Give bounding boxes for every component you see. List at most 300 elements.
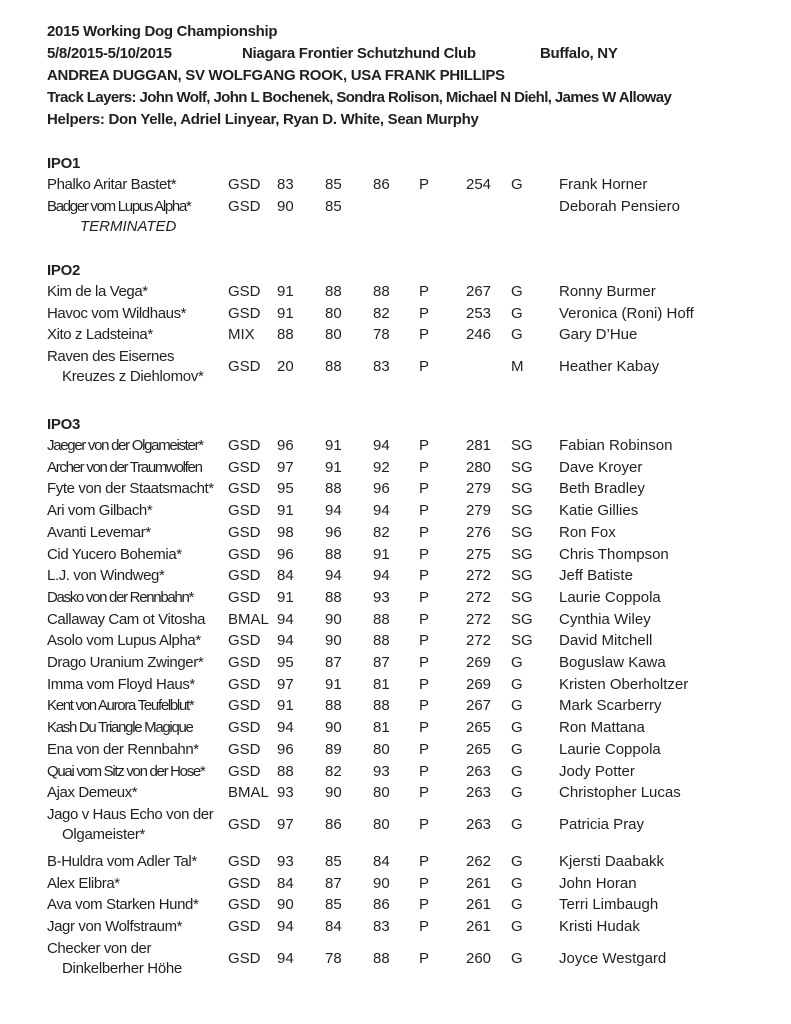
rating: G: [511, 326, 523, 344]
rating: G: [511, 654, 523, 671]
dog-name: Avanti Levemar*: [47, 523, 151, 541]
breed: GSD: [228, 480, 261, 498]
score-tracking: 88: [277, 762, 294, 780]
handler-name: Terri Limbaugh: [559, 896, 659, 914]
handler-name: Joyce Westgard: [559, 949, 667, 967]
pass-status: P: [419, 675, 430, 693]
rating: SG: [511, 523, 533, 541]
score-obedience: 88: [325, 588, 342, 606]
score-obedience: 88: [325, 545, 342, 563]
pass-status: P: [419, 697, 430, 715]
handler-name: David Mitchell: [559, 632, 653, 650]
pass-status: P: [419, 610, 430, 628]
breed: GSD: [228, 437, 261, 454]
score-obedience: 90: [325, 610, 342, 628]
score-tracking: 96: [277, 740, 294, 758]
handler-name: Ron Mattana: [559, 719, 645, 737]
score-obedience: 85: [325, 896, 342, 914]
rating: G: [511, 918, 523, 935]
score-protection: 80: [373, 740, 390, 758]
pass-status: P: [419, 567, 430, 585]
event-club: Niagara Frontier Schutzhund Club: [242, 45, 476, 62]
handler-name: Cynthia Wiley: [559, 610, 651, 628]
pass-status: P: [419, 918, 430, 935]
rating: SG: [511, 567, 533, 585]
handler-name: Katie Gillies: [559, 502, 639, 520]
breed: GSD: [228, 852, 261, 870]
dog-name: Asolo vom Lupus Alpha*: [47, 632, 201, 650]
score-protection: 90: [373, 874, 390, 892]
result-row: [0, 458, 791, 480]
total-score: 279: [466, 502, 492, 520]
total-score: 269: [466, 654, 492, 671]
handler-name: Christopher Lucas: [559, 784, 681, 802]
result-row: [0, 436, 791, 458]
score-obedience: 90: [325, 719, 342, 737]
handler-name: Mark Scarberry: [559, 697, 662, 715]
total-score: 272: [466, 588, 492, 606]
score-tracking: 83: [277, 176, 294, 193]
rating: G: [511, 304, 523, 322]
section-title-ipo3: IPO3: [47, 416, 80, 433]
dog-name: Badger vom Lupus Alpha*: [47, 197, 191, 215]
pass-status: P: [419, 304, 430, 322]
rating: G: [511, 896, 523, 914]
breed: GSD: [228, 176, 261, 193]
pass-status: P: [419, 437, 430, 454]
dog-name: Imma vom Floyd Haus*: [47, 675, 195, 693]
score-protection: 88: [373, 610, 390, 628]
pass-status: P: [419, 740, 430, 758]
total-score: 265: [466, 740, 492, 758]
total-score: 261: [466, 896, 492, 914]
dog-name: Ari vom Gilbach*: [47, 502, 153, 520]
breed: MIX: [228, 326, 255, 344]
result-row: [0, 282, 791, 304]
score-tracking: 96: [277, 545, 294, 563]
breed: BMAL: [228, 784, 269, 802]
rating: G: [511, 697, 523, 715]
total-score: 272: [466, 632, 492, 650]
score-tracking: 94: [277, 719, 294, 737]
result-row: [0, 588, 791, 610]
rating: SG: [511, 588, 533, 606]
score-protection: 88: [373, 949, 390, 967]
total-score: 263: [466, 815, 492, 833]
breed: GSD: [228, 815, 261, 833]
handler-name: Fabian Robinson: [559, 437, 673, 454]
track-layers-line: Track Layers: John Wolf, John L Bochenek, Sondra Rolison, Michael N Diehl, James W Alloway: [47, 89, 672, 106]
total-score: 280: [466, 458, 492, 476]
score-obedience: 78: [325, 949, 342, 967]
breed: GSD: [228, 896, 261, 914]
result-row: [0, 501, 791, 523]
score-protection: 96: [373, 480, 390, 498]
result-row: [0, 874, 791, 896]
handler-name: Jeff Batiste: [559, 567, 633, 585]
rating: SG: [511, 480, 533, 498]
score-protection: 92: [373, 458, 390, 476]
dog-name: Drago Uranium Zwinger*: [47, 654, 204, 671]
score-protection: 81: [373, 675, 390, 693]
handler-name: Dave Kroyer: [559, 458, 643, 476]
score-obedience: 90: [325, 784, 342, 802]
score-tracking: 94: [277, 949, 294, 967]
handler-name: Kristi Hudak: [559, 918, 640, 935]
dog-name: Fyte von der Staatsmacht*: [47, 480, 214, 498]
result-row: [0, 653, 791, 675]
dog-name-continued: Dinkelberher Höhe: [62, 959, 182, 977]
breed: GSD: [228, 632, 261, 650]
score-obedience: 88: [325, 283, 342, 300]
dog-name: Jago v Haus Echo von der: [47, 805, 214, 823]
handler-name: Beth Bradley: [559, 480, 645, 498]
breed: GSD: [228, 502, 261, 520]
rating: G: [511, 815, 523, 833]
breed: GSD: [228, 697, 261, 715]
total-score: 254: [466, 176, 492, 193]
dog-name-continued: Kreuzes z Diehlomov*: [62, 368, 204, 386]
event-info-line: [47, 44, 747, 64]
breed: BMAL: [228, 610, 269, 628]
score-tracking: 95: [277, 480, 294, 498]
score-protection: 81: [373, 719, 390, 737]
score-tracking: 90: [277, 197, 294, 215]
score-protection: 86: [373, 896, 390, 914]
breed: GSD: [228, 523, 261, 541]
handler-name: Gary D’Hue: [559, 326, 638, 344]
score-tracking: 94: [277, 632, 294, 650]
dog-name: Archer von der Traumwolfen: [47, 458, 202, 476]
score-obedience: 94: [325, 502, 342, 520]
score-tracking: 94: [277, 610, 294, 628]
pass-status: P: [419, 949, 430, 967]
handler-name: John Horan: [559, 874, 637, 892]
dog-name: Havoc vom Wildhaus*: [47, 304, 187, 322]
pass-status: P: [419, 852, 430, 870]
score-obedience: 88: [325, 480, 342, 498]
total-score: 267: [466, 697, 492, 715]
breed: GSD: [228, 358, 261, 376]
section-title-ipo1: IPO1: [47, 155, 80, 172]
score-tracking: 97: [277, 815, 294, 833]
breed: GSD: [228, 675, 261, 693]
rating: SG: [511, 632, 533, 650]
result-row: [0, 566, 791, 588]
dog-name: Xito z Ladsteina*: [47, 326, 153, 344]
result-row: [0, 917, 791, 939]
total-score: 246: [466, 326, 492, 344]
result-row: [0, 939, 791, 981]
result-row: [0, 895, 791, 917]
rating: SG: [511, 458, 533, 476]
handler-name: Heather Kabay: [559, 358, 660, 376]
dog-name: Jagr von Wolfstraum*: [47, 918, 183, 935]
dog-name: Kim de la Vega*: [47, 283, 148, 300]
breed: GSD: [228, 654, 261, 671]
result-row: [0, 805, 791, 847]
score-tracking: 84: [277, 874, 294, 892]
dog-name: Alex Elibra*: [47, 874, 120, 892]
breed: GSD: [228, 762, 261, 780]
score-obedience: 80: [325, 326, 342, 344]
total-score: 265: [466, 719, 492, 737]
rating: G: [511, 283, 523, 300]
pass-status: P: [419, 358, 430, 376]
pass-status: P: [419, 654, 430, 671]
score-protection: 83: [373, 918, 390, 935]
score-protection: 80: [373, 784, 390, 802]
total-score: 261: [466, 874, 492, 892]
breed: GSD: [228, 740, 261, 758]
score-obedience: 96: [325, 523, 342, 541]
pass-status: P: [419, 545, 430, 563]
result-row: [0, 545, 791, 567]
result-row: [0, 175, 791, 197]
dog-name: L.J. von Windweg*: [47, 567, 165, 585]
score-protection: 82: [373, 304, 390, 322]
pass-status: P: [419, 502, 430, 520]
result-row: [0, 783, 791, 805]
total-score: 261: [466, 918, 492, 935]
rating: SG: [511, 545, 533, 563]
rating: G: [511, 852, 523, 870]
score-tracking: 97: [277, 675, 294, 693]
handler-name: Boguslaw Kawa: [559, 654, 666, 671]
score-protection: 94: [373, 502, 390, 520]
pass-status: P: [419, 458, 430, 476]
score-obedience: 91: [325, 458, 342, 476]
score-protection: 93: [373, 762, 390, 780]
score-obedience: 90: [325, 632, 342, 650]
dog-name: Kent von Aurora Teufelblut*: [47, 697, 194, 715]
dog-name: Checker von der: [47, 939, 152, 957]
rating: G: [511, 762, 523, 780]
score-tracking: 91: [277, 697, 294, 715]
total-score: 260: [466, 949, 492, 967]
score-tracking: 84: [277, 567, 294, 585]
score-obedience: 88: [325, 358, 342, 376]
pass-status: P: [419, 762, 430, 780]
event-location: Buffalo, NY: [540, 45, 618, 62]
score-protection: 88: [373, 283, 390, 300]
dog-name: Quai vom Sitz von der Hose*: [47, 762, 205, 780]
breed: GSD: [228, 567, 261, 585]
breed: GSD: [228, 588, 261, 606]
score-obedience: 85: [325, 197, 342, 215]
score-protection: 94: [373, 567, 390, 585]
event-title: 2015 Working Dog Championship: [47, 23, 278, 40]
breed: GSD: [228, 949, 261, 967]
total-score: 263: [466, 762, 492, 780]
score-obedience: 87: [325, 654, 342, 671]
total-score: 281: [466, 437, 492, 454]
score-tracking: 91: [277, 502, 294, 520]
handler-name: Ron Fox: [559, 523, 616, 541]
score-tracking: 97: [277, 458, 294, 476]
rating: G: [511, 874, 523, 892]
score-obedience: 85: [325, 852, 342, 870]
score-tracking: 93: [277, 852, 294, 870]
handler-name: Veronica (Roni) Hoff: [559, 304, 694, 322]
breed: GSD: [228, 719, 261, 737]
pass-status: P: [419, 480, 430, 498]
handler-name: Kjersti Daabakk: [559, 852, 665, 870]
total-score: 263: [466, 784, 492, 802]
rating: SG: [511, 437, 533, 454]
score-tracking: 91: [277, 588, 294, 606]
score-protection: 91: [373, 545, 390, 563]
result-row: [0, 696, 791, 718]
total-score: 267: [466, 283, 492, 300]
breed: GSD: [228, 283, 261, 300]
handler-name: Frank Horner: [559, 176, 648, 193]
dog-name: Phalko Aritar Bastet*: [47, 176, 177, 193]
score-protection: 86: [373, 176, 390, 193]
score-tracking: 88: [277, 326, 294, 344]
pass-status: P: [419, 326, 430, 344]
pass-status: P: [419, 719, 430, 737]
handler-name: Jody Potter: [559, 762, 635, 780]
pass-status: P: [419, 896, 430, 914]
breed: GSD: [228, 197, 261, 215]
score-protection: 84: [373, 852, 390, 870]
score-tracking: 90: [277, 896, 294, 914]
handler-name: Laurie Coppola: [559, 588, 661, 606]
score-tracking: 91: [277, 304, 294, 322]
handler-name: Laurie Coppola: [559, 740, 661, 758]
score-obedience: 80: [325, 304, 342, 322]
dog-name: Ava vom Starken Hund*: [47, 896, 199, 914]
breed: GSD: [228, 874, 261, 892]
result-row: [0, 197, 791, 235]
dog-name: Jaeger von der Olgameister*: [47, 437, 203, 454]
total-score: 272: [466, 610, 492, 628]
section-title-ipo2: IPO2: [47, 262, 80, 279]
total-score: 275: [466, 545, 492, 563]
score-protection: 83: [373, 358, 390, 376]
dog-name: Ajax Demeux*: [47, 784, 138, 802]
pass-status: P: [419, 283, 430, 300]
pass-status: P: [419, 632, 430, 650]
dog-name: Ena von der Rennbahn*: [47, 740, 199, 758]
score-obedience: 86: [325, 815, 342, 833]
pass-status: P: [419, 176, 430, 193]
breed: GSD: [228, 918, 261, 935]
total-score: 253: [466, 304, 492, 322]
pass-status: P: [419, 784, 430, 802]
result-row: [0, 523, 791, 545]
rating: G: [511, 675, 523, 693]
score-tracking: 91: [277, 283, 294, 300]
score-obedience: 94: [325, 567, 342, 585]
judges-line: ANDREA DUGGAN, SV WOLFGANG ROOK, USA FRANK PHILLIPS: [47, 67, 505, 84]
result-row: [0, 675, 791, 697]
breed: GSD: [228, 545, 261, 563]
dog-name: B-Huldra vom Adler Tal*: [47, 852, 197, 870]
handler-name: Kristen Oberholtzer: [559, 675, 689, 693]
pass-status: P: [419, 815, 430, 833]
score-protection: 94: [373, 437, 390, 454]
rating: SG: [511, 502, 533, 520]
result-row: [0, 325, 791, 347]
total-score: 272: [466, 567, 492, 585]
score-obedience: 85: [325, 176, 342, 193]
dog-name: Kash Du Triangle Magique: [47, 719, 193, 737]
breed: GSD: [228, 304, 261, 322]
terminated-note: TERMINATED: [80, 217, 177, 235]
result-row: [0, 718, 791, 740]
score-tracking: 94: [277, 918, 294, 935]
result-row: [0, 631, 791, 653]
dog-name: Dasko von der Rennbahn*: [47, 588, 194, 606]
pass-status: P: [419, 588, 430, 606]
handler-name: Chris Thompson: [559, 545, 669, 563]
handler-name: Patricia Pray: [559, 815, 645, 833]
result-row: [0, 740, 791, 762]
score-obedience: 84: [325, 918, 342, 935]
pass-status: P: [419, 523, 430, 541]
rating: G: [511, 949, 523, 967]
score-obedience: 91: [325, 437, 342, 454]
rating: M: [511, 358, 524, 376]
rating: SG: [511, 610, 533, 628]
score-protection: 88: [373, 632, 390, 650]
score-tracking: 98: [277, 523, 294, 541]
result-row: [0, 304, 791, 326]
result-row: [0, 762, 791, 784]
score-tracking: 95: [277, 654, 294, 671]
result-row: [0, 852, 791, 874]
total-score: 269: [466, 675, 492, 693]
score-protection: 78: [373, 326, 390, 344]
breed: GSD: [228, 458, 261, 476]
result-row: [0, 347, 791, 389]
dog-name: Callaway Cam ot Vitosha: [47, 610, 206, 628]
score-obedience: 91: [325, 675, 342, 693]
handler-name: Ronny Burmer: [559, 283, 656, 300]
event-dates: 5/8/2015-5/10/2015: [47, 45, 172, 62]
dog-name-continued: Olgameister*: [62, 825, 146, 843]
helpers-line: Helpers: Don Yelle, Adriel Linyear, Ryan D. White, Sean Murphy: [47, 111, 479, 128]
score-obedience: 87: [325, 874, 342, 892]
dog-name: Cid Yucero Bohemia*: [47, 545, 182, 563]
rating: G: [511, 719, 523, 737]
dog-name: Raven des Eisernes: [47, 348, 175, 366]
pass-status: P: [419, 874, 430, 892]
result-row: [0, 479, 791, 501]
result-row: [0, 610, 791, 632]
score-tracking: 96: [277, 437, 294, 454]
score-protection: 82: [373, 523, 390, 541]
score-obedience: 89: [325, 740, 342, 758]
score-tracking: 93: [277, 784, 294, 802]
total-score: 262: [466, 852, 492, 870]
rating: G: [511, 176, 523, 193]
rating: G: [511, 740, 523, 758]
score-protection: 87: [373, 654, 390, 671]
score-obedience: 82: [325, 762, 342, 780]
rating: G: [511, 784, 523, 802]
score-obedience: 88: [325, 697, 342, 715]
score-tracking: 20: [277, 358, 294, 376]
score-protection: 93: [373, 588, 390, 606]
score-protection: 80: [373, 815, 390, 833]
score-protection: 88: [373, 697, 390, 715]
total-score: 279: [466, 480, 492, 498]
total-score: 276: [466, 523, 492, 541]
handler-name: Deborah Pensiero: [559, 197, 680, 215]
